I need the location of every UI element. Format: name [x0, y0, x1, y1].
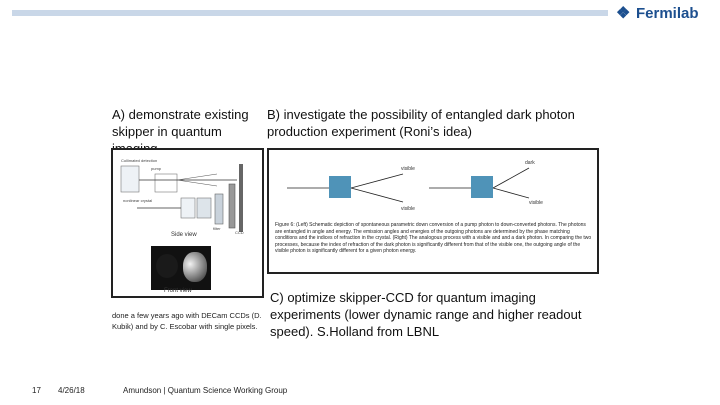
- fermilab-logo-icon: ❖: [616, 4, 631, 22]
- side-view-diagram: [117, 156, 260, 238]
- front-view-image: [151, 246, 211, 290]
- left-visible-label: visible: [401, 166, 415, 172]
- org-name: Fermilab: [636, 5, 699, 22]
- header-bar: [12, 10, 608, 16]
- front-view-light-pane: [183, 252, 207, 282]
- left-note: done a few years ago with DECam CCDs (D. Kubik) and by C. Escobar with single pixels.: [112, 311, 262, 331]
- footer-text: Amundson | Quantum Science Working Group: [123, 386, 288, 395]
- section-a-heading: A) demonstrate existing skipper in quantum: [112, 107, 249, 139]
- footer-date: 4/26/18: [58, 386, 85, 395]
- label-pump: pump: [151, 166, 162, 171]
- page-number: 17: [32, 386, 41, 395]
- left-visible-label-2: visible: [401, 206, 415, 212]
- section-c-heading: C) optimize skipper-CCD for quantum imaging experiments (lower dynamic range and higher readout speed). S.Holland from LBNL: [270, 290, 582, 339]
- left-figure: [111, 148, 264, 298]
- front-view-dark-pane: [156, 254, 178, 278]
- label-filter: filter: [213, 226, 221, 231]
- right-figure: [267, 148, 599, 274]
- photon-diagrams: [279, 156, 591, 218]
- fermilab-logo: [616, 5, 699, 22]
- right-dark-label: dark: [525, 160, 535, 166]
- right-visible-label: visible: [529, 200, 543, 206]
- side-view-label: Side view: [171, 232, 197, 238]
- front-view-label: Front view: [164, 288, 192, 294]
- label-ccd: CCD: [235, 230, 244, 235]
- figure-caption: Figure 6: (Left) Schematic depiction of spontaneous parametric down conversion of a pump photon to down-converted photons. The photons are entangled in angle and energy. The emission angles and energies of the outgoing photons are determined by the phase matching conditions and the indices of refraction in the crystal. (Right) The analogous process with a visible and and a dark photon. In comparing the two processes, because the index of refraction of the dark photon is significantly different from that of the visible one, the outgoing angle of the visible photon is significantly different for a given photon energy.: [275, 222, 592, 254]
- label-collimated: Collimated detection: [121, 158, 158, 163]
- section-b-heading: B) investigate the possibility of entangled dark photon production experiment (Roni’s idea): [267, 107, 575, 139]
- label-crystal: nonlinear crystal: [123, 198, 153, 203]
